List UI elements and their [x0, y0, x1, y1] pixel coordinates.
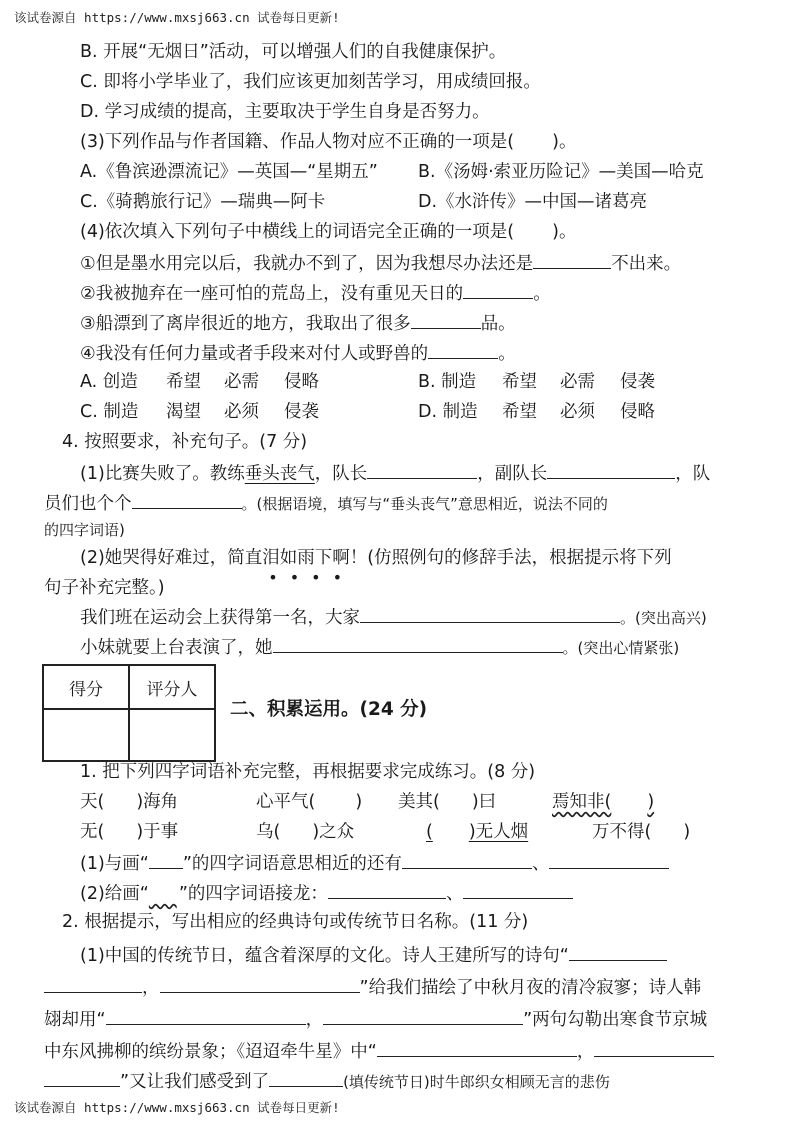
q4-sentence-1	[80, 604, 774, 630]
idiom-part: )之众	[312, 822, 355, 842]
s2q2-line2	[44, 974, 774, 1000]
idiom-part: 天(	[80, 792, 105, 812]
sentence-text: (填传统节日)时牛郎织女相顾无言的悲伤	[343, 1073, 610, 1091]
blank[interactable]	[547, 460, 675, 479]
sentence-text: ②我被抛弃在一座可怕的荒岛上，没有重见天日的	[80, 284, 464, 304]
q3-4-stem-text: (4)依次填入下列句子中横线上的词语完全正确的一项是(	[80, 222, 515, 242]
idiom-1[interactable]	[80, 790, 178, 814]
idiom-part: )海角	[136, 792, 179, 812]
separator: 、	[531, 854, 550, 874]
sentence-text: ”给我们描绘了中秋月夜的清冷寂寥；诗人韩	[359, 978, 702, 998]
q3-3-stem-text: (3)下列作品与作者国籍、作品人物对应不正确的一项是(	[80, 132, 515, 152]
s2q2-line4	[44, 1038, 774, 1064]
sentence-text: (1)与画“	[80, 854, 149, 874]
section-2-title: 二、积累运用。(24 分)	[230, 699, 428, 720]
blank[interactable]	[44, 1068, 120, 1087]
sentence-text: 我们班在运动会上获得第一名，大家	[80, 608, 360, 628]
sentence-text: 。	[533, 284, 551, 304]
underline-sample	[149, 850, 183, 869]
blank[interactable]	[106, 1006, 306, 1025]
q3-4-sentence-2	[80, 280, 774, 306]
blank[interactable]	[323, 1006, 523, 1025]
q3-3-stem	[80, 130, 774, 154]
q3-3-option-d: D.《水浒传》—中国—诸葛亮	[418, 192, 648, 212]
s2q2-title: 2. 根据提示，写出相应的经典诗句或传统节日名称。(11 分)	[62, 912, 529, 932]
blank[interactable]	[463, 880, 573, 899]
header-url[interactable]: https://www.mxsj663.cn	[84, 10, 250, 25]
hint-text: 。(突出高兴)	[620, 609, 707, 627]
sentence-text: ④我没有任何力量或者手段来对付人或野兽的	[80, 344, 429, 364]
idiom-part: 万不得(	[592, 822, 652, 842]
instruction-text: 啊！(仿照例句的修辞手法，根据提示将下列	[332, 548, 672, 568]
blank[interactable]	[328, 880, 446, 899]
blank[interactable]	[132, 490, 242, 509]
idiom-part: )曰	[471, 792, 497, 812]
q3-4-sentence-4	[80, 340, 774, 366]
blank[interactable]	[533, 250, 611, 269]
q3-option-b: B. 开展“无烟日”活动，可以增强人们的自我健康保护。	[80, 42, 507, 62]
blank[interactable]	[569, 942, 667, 961]
option-c-word-2: 渴望	[166, 402, 201, 422]
sentence-text: 品。	[480, 314, 516, 334]
option-a-word-1: A. 创造	[80, 372, 138, 392]
s2q1-title: 1. 把下列四字词语补充完整，再根据要求完成练习。(8 分)	[80, 762, 536, 782]
q3-4-stem	[80, 220, 774, 244]
option-c-word-4: 侵袭	[284, 402, 319, 422]
idiom-part: 乌(	[256, 822, 281, 842]
s2q2-line5	[44, 1068, 774, 1094]
option-c-word-1: C. 制造	[80, 402, 139, 422]
score-header: 得分	[43, 665, 129, 709]
q3-3-option-b: B.《汤姆·索亚历险记》—美国—哈克	[418, 162, 704, 182]
grader-header: 评分人	[129, 665, 215, 709]
option-b-word-2: 希望	[502, 372, 537, 392]
emphasis-dots: ••••	[268, 568, 355, 587]
blank[interactable]	[160, 974, 360, 993]
q4-part2-line1	[80, 546, 774, 587]
sentence-text: ”又让我们感受到了	[120, 1072, 270, 1092]
sentence-text: ，队长	[314, 464, 368, 484]
q3-4-stem-end: )。	[552, 222, 577, 242]
blank[interactable]	[367, 460, 477, 479]
idiom-4-wavy[interactable]	[552, 790, 654, 814]
blank[interactable]	[360, 604, 620, 623]
option-d-word-3: 必须	[560, 402, 595, 422]
option-b-word-4: 侵袭	[620, 372, 655, 392]
separator: ，	[576, 1042, 595, 1062]
separator: ，	[142, 978, 160, 998]
option-a-word-2: 希望	[166, 372, 201, 392]
sentence-text: 不出来。	[611, 254, 682, 274]
s2q2-line3	[44, 1006, 774, 1032]
sentence-text: ”的四字词语意思相近的还有	[182, 854, 402, 874]
blank[interactable]	[402, 850, 532, 869]
sentence-text: (1)比赛失败了。教练	[80, 464, 245, 484]
idiom-part: )	[683, 822, 691, 842]
s2q1-part2	[80, 880, 774, 906]
q3-4-sentence-3	[80, 310, 774, 336]
instruction-text: 。(根据语境，填写与“垂头丧气”意思相近，说法不同的	[241, 495, 608, 513]
sentence-text: (2)她哭得好难过，简直	[80, 548, 263, 568]
idiom-part: )	[355, 792, 363, 812]
score-table	[42, 664, 216, 762]
sentence-text: (2)给画“	[80, 884, 149, 904]
blank[interactable]	[411, 310, 481, 329]
header-source: 该试卷源自	[14, 10, 77, 25]
idiom-5[interactable]	[80, 820, 178, 844]
q4-title: 4. 按照要求，补充句子。(7 分)	[62, 432, 308, 452]
option-b-word-1: B. 制造	[418, 372, 477, 392]
q3-3-option-c: C.《骑鹅旅行记》—瑞典—阿卡	[80, 192, 326, 212]
sentence-text: ”的四字词语接龙：	[178, 884, 328, 904]
option-a-word-4: 侵略	[284, 372, 319, 392]
option-a-word-3: 必需	[224, 372, 259, 392]
option-c-word-3: 必须	[224, 402, 259, 422]
q3-option-c: C. 即将小学毕业了，我们应该更加刻苦学习，用成绩回报。	[80, 72, 541, 92]
sentence-text: 中东风拂柳的缤纷景象；《迢迢牵牛星》中“	[44, 1042, 377, 1062]
footer-url[interactable]: https://www.mxsj663.cn	[84, 1100, 250, 1115]
sentence-text: 小妹就要上台表演了，她	[80, 638, 273, 658]
page-footer	[14, 1098, 340, 1116]
sentence-text: ”两句勾勒出寒食节京城	[523, 1010, 708, 1030]
option-d-word-1: D. 制造	[418, 402, 478, 422]
separator: ，	[305, 1010, 324, 1030]
idiom-part: 心平气(	[256, 792, 316, 812]
q4-part1-line2	[44, 490, 774, 516]
hint-text: 。(突出心情紧张)	[562, 639, 680, 657]
q4-sentence-2	[80, 634, 774, 660]
score-cell[interactable]	[43, 709, 129, 761]
dotted-phrase	[262, 548, 355, 587]
q3-3-option-a: A.《鲁滨逊漂流记》—英国—“星期五”	[80, 162, 378, 182]
page-header	[14, 8, 340, 26]
idiom-part: )无人烟	[468, 822, 529, 842]
idiom-part: 无(	[80, 822, 105, 842]
s2q2-line1	[80, 942, 774, 968]
header-note: 试卷每日更新!	[257, 10, 340, 25]
blank[interactable]	[549, 850, 669, 869]
q3-3-stem-end: )。	[552, 132, 577, 152]
idiom-part: 焉知非(	[552, 792, 612, 812]
sentence-text: ，副队长	[477, 464, 548, 484]
q4-part1-line3: 的四字词语)	[44, 521, 125, 539]
q4-part2-line2: 句子补充完整。)	[44, 578, 165, 598]
option-d-word-4: 侵略	[620, 402, 655, 422]
blank[interactable]	[594, 1038, 714, 1057]
footer-source: 该试卷源自	[14, 1100, 77, 1115]
idiom-3[interactable]	[398, 790, 496, 814]
sentence-text: ①但是墨水用完以后，我就办不到了，因为我想尽办法还是	[80, 254, 534, 274]
idiom-7-underlined[interactable]	[426, 820, 528, 844]
grader-cell[interactable]	[129, 709, 215, 761]
blank[interactable]	[377, 1038, 577, 1057]
idiom-6[interactable]	[256, 820, 354, 844]
idiom-part: )	[647, 792, 655, 812]
idiom-part: )于事	[136, 822, 179, 842]
idiom-part: 美其(	[398, 792, 440, 812]
emphasized-word: 泪如雨下	[262, 548, 333, 568]
q3-option-d: D. 学习成绩的提高，主要取决于学生自身是否努力。	[80, 102, 490, 122]
s2q1-part1	[80, 850, 774, 876]
blank[interactable]	[428, 340, 498, 359]
option-d-word-2: 希望	[502, 402, 537, 422]
sentence-text: ，队	[675, 464, 711, 484]
footer-note: 试卷每日更新!	[257, 1100, 340, 1115]
idiom-2[interactable]	[256, 790, 362, 814]
q3-4-sentence-1	[80, 250, 774, 276]
blank[interactable]	[463, 280, 533, 299]
sentence-text: 。	[498, 344, 516, 364]
blank[interactable]	[273, 634, 563, 653]
sentence-text: 翃却用“	[44, 1010, 106, 1030]
blank[interactable]	[44, 974, 142, 993]
separator: 、	[445, 884, 464, 904]
sentence-text: ③船漂到了离岸很近的地方，我取出了很多	[80, 314, 411, 334]
idiom-8[interactable]	[592, 820, 690, 844]
idiom-part: (	[426, 822, 433, 842]
wavy-sample	[149, 882, 179, 906]
blank[interactable]	[269, 1068, 343, 1087]
underlined-word: 垂头丧气	[244, 464, 315, 484]
sentence-text: (1)中国的传统节日，蕴含着深厚的文化。诗人王建所写的诗句“	[80, 946, 569, 966]
sentence-text: 员们也个个	[44, 494, 132, 514]
q4-part1-line1	[80, 460, 774, 486]
option-b-word-3: 必需	[560, 372, 595, 392]
